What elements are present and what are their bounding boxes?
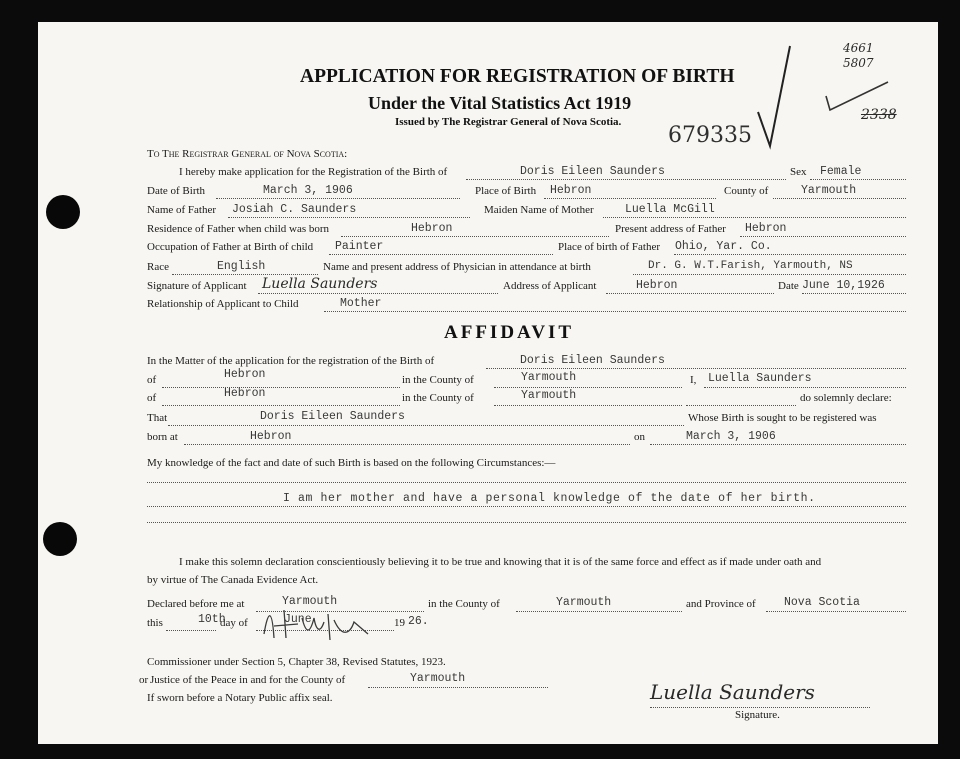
justice-text: Justice of the Peace in and for the County of (150, 674, 346, 686)
of-label: of (147, 374, 157, 386)
county-value: Yarmouth (801, 184, 857, 197)
declarant-value: Luella Saunders (708, 372, 812, 385)
solemn-text-2: by virtue of The Canada Evidence Act. (147, 574, 319, 586)
residence-line (341, 236, 609, 237)
marginal-number-1: 4661 (843, 41, 874, 55)
commissioner-signature (258, 604, 378, 644)
of-place-2-value: Hebron (224, 387, 266, 400)
father-birthplace-label: Place of birth of Father (558, 241, 661, 253)
day-of-label: day of (220, 617, 248, 629)
that-child-line (168, 425, 684, 426)
province-value: Nova Scotia (784, 596, 860, 609)
check-mark-icon (756, 42, 796, 152)
born-on-line (650, 444, 906, 445)
signature-label: Signature of Applicant (147, 280, 247, 292)
county-label: County of (724, 185, 769, 197)
declared-county-line (516, 611, 682, 612)
relationship-value: Mother (340, 297, 382, 310)
born-on-value: March 3, 1906 (686, 430, 776, 443)
province-label: and Province of (686, 598, 756, 610)
year-suffix: 26. (408, 615, 429, 628)
physician-line (633, 274, 906, 275)
applicant-address-value: Hebron (636, 279, 678, 292)
race-label: Race (147, 261, 169, 273)
affidavit-heading: AFFIDAVIT (444, 322, 575, 343)
of-label-2: of (147, 392, 157, 404)
physician-value: Dr. G. W.T.Farish, Yarmouth, NS (648, 260, 853, 272)
father-label: Name of Father (147, 204, 217, 216)
declare-blank-line (686, 405, 796, 406)
circumstances-line-3 (147, 522, 906, 523)
dob-value: March 3, 1906 (263, 184, 353, 197)
of-place-line (162, 387, 400, 388)
matter-label: In the Matter of the application for the registration of the Birth of (147, 355, 435, 367)
father-birthplace-line (674, 254, 906, 255)
sex-line (810, 179, 906, 180)
relationship-label: Relationship of Applicant to Child (147, 298, 299, 310)
relationship-line (324, 311, 906, 312)
declarant-signature-line (650, 707, 870, 708)
circumstances-line-2 (147, 506, 906, 507)
county-1-line (494, 387, 682, 388)
notary-text: If sworn before a Notary Public affix seal. (147, 692, 333, 704)
sex-label: Sex (790, 166, 807, 178)
matter-child-value: Doris Eileen Saunders (520, 354, 665, 367)
justice-county-value: Yarmouth (410, 672, 466, 685)
applicant-address-line (606, 293, 774, 294)
place-value: Hebron (550, 184, 592, 197)
province-line (766, 611, 906, 612)
present-address-value: Hebron (745, 222, 787, 235)
declare-label: do solemnly declare: (800, 392, 892, 404)
i-label: I, (690, 374, 697, 386)
date-value: June 10,1926 (802, 279, 885, 292)
dob-line (216, 198, 460, 199)
that-child-value: Doris Eileen Saunders (260, 410, 405, 423)
matter-child-line (486, 368, 906, 369)
that-label: That (147, 412, 168, 424)
declared-county-value: Yarmouth (556, 596, 612, 609)
document-title: APPLICATION FOR REGISTRATION OF BIRTH (300, 66, 735, 87)
present-address-line (740, 236, 906, 237)
applicant-address-label: Address of Applicant (503, 280, 597, 292)
county-2-line (494, 405, 682, 406)
mother-line (603, 217, 906, 218)
commissioner-text: Commissioner under Section 5, Chapter 38, Revised Statutes, 1923. (147, 656, 446, 668)
occupation-line (329, 254, 553, 255)
document-page (38, 22, 938, 744)
struck-number: 2338 (861, 107, 897, 123)
residence-value: Hebron (411, 222, 453, 235)
justice-prefix: or (139, 674, 149, 686)
issued-by: Issued by The Registrar General of Nova Scotia. (395, 116, 622, 128)
in-the-county-label: in the County of (428, 598, 500, 610)
occupation-value: Painter (335, 240, 384, 253)
race-line (172, 274, 318, 275)
year-prefix: 19 (394, 617, 405, 629)
physician-label: Name and present address of Physician in attendance at birth (323, 261, 591, 273)
declared-label: Declared before me at (147, 598, 245, 610)
day-value: 10th (198, 613, 226, 626)
signature-caption: Signature. (735, 709, 780, 721)
born-at-line (184, 444, 630, 445)
child-name-line (466, 179, 786, 180)
place-label: Place of Birth (475, 185, 537, 197)
father-line (228, 217, 470, 218)
present-address-label: Present address of Father (615, 223, 726, 235)
of-place-2-line (162, 405, 400, 406)
declared-place-value: Yarmouth (282, 595, 338, 608)
justice-county-line (368, 687, 548, 688)
father-value: Josiah C. Saunders (232, 203, 357, 216)
on-label: on (634, 431, 645, 443)
born-at-value: Hebron (250, 430, 292, 443)
intro-label: I hereby make application for the Registration of the Birth of (179, 166, 448, 178)
punch-hole-bottom (43, 522, 77, 556)
in-county-label-2: in the County of (402, 392, 474, 404)
addressee: To The Registrar General of Nova Scotia: (147, 148, 348, 160)
date-line (802, 293, 906, 294)
circumstances-value: I am her mother and have a personal knowledge of the date of her birth. (283, 492, 816, 505)
applicant-signature: Luella Saunders (262, 276, 378, 292)
occupation-label: Occupation of Father at Birth of child (147, 241, 314, 253)
solemn-text-1: I make this solemn declaration conscientiously believing it to be true and knowing that it is of the same force and effect as if made under oath and (179, 556, 822, 568)
month-value: June (284, 613, 312, 626)
circumstances-line-1 (147, 482, 906, 483)
county-1-value: Yarmouth (521, 371, 577, 384)
date-label: Date (778, 280, 799, 292)
day-line (166, 630, 216, 631)
knowledge-label: My knowledge of the fact and date of such Birth is based on the following Circumstances:— (147, 457, 556, 469)
of-place-value: Hebron (224, 368, 266, 381)
born-at-label: born at (147, 431, 178, 443)
residence-label: Residence of Father when child was born (147, 223, 330, 235)
in-county-label: in the County of (402, 374, 474, 386)
mother-value: Luella McGill (625, 203, 715, 216)
mother-label: Maiden Name of Mother (484, 204, 594, 216)
race-value: English (217, 260, 266, 273)
document-subtitle: Under the Vital Statistics Act 1919 (368, 93, 632, 113)
dob-label: Date of Birth (147, 185, 206, 197)
place-line (544, 198, 716, 199)
declarant-line (704, 387, 906, 388)
declarant-signature: Luella Saunders (650, 680, 815, 704)
sex-value: Female (820, 165, 862, 178)
child-name-value: Doris Eileen Saunders (520, 165, 665, 178)
father-birthplace-value: Ohio, Yar. Co. (675, 240, 772, 253)
signature-line (258, 293, 498, 294)
whose-birth-label: Whose Birth is sought to be registered was (688, 412, 877, 424)
county-line (773, 198, 906, 199)
county-2-value: Yarmouth (521, 389, 577, 402)
check-mark-icon (822, 78, 892, 118)
registration-number: 679335 (668, 123, 752, 148)
punch-hole-top (46, 195, 80, 229)
marginal-number-2: 5807 (843, 56, 874, 70)
this-label: this (147, 617, 163, 629)
